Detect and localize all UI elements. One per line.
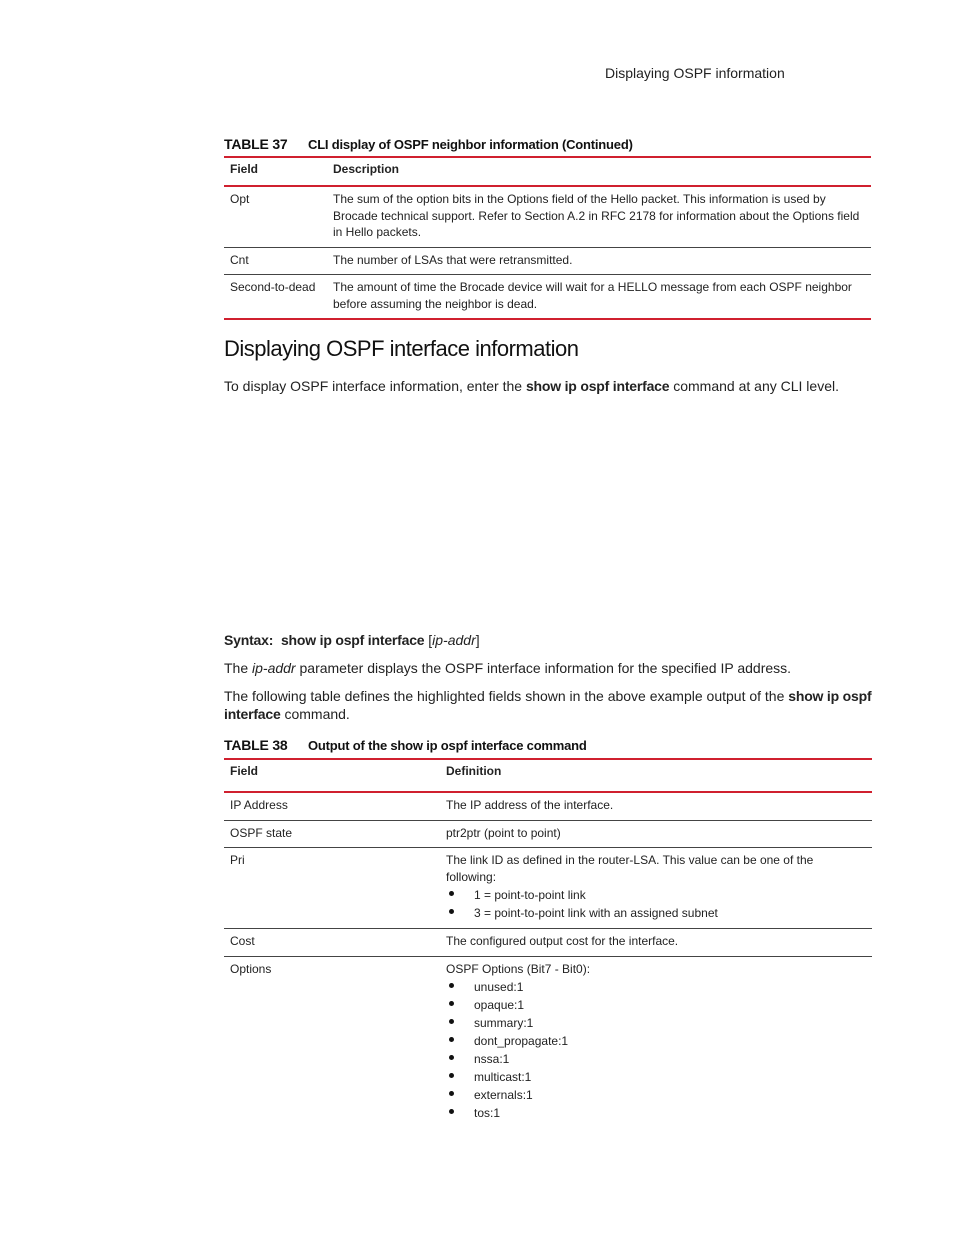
field-cell: Pri [224,848,440,929]
command-text: show ip ospf interface [224,688,872,722]
syntax-line [224,631,872,649]
definition-text: The link ID as defined in the router-LSA. This value can be one of the following: [446,853,814,884]
list-item: tos:1 [446,1104,866,1122]
field-cell: IP Address [224,792,440,820]
column-header: Field [230,162,259,176]
list-item: summary:1 [446,1014,866,1032]
table-row [224,275,871,320]
intro-text: command at any CLI level. [669,378,839,394]
definition-cell: The configured output cost for the interface. [440,929,872,957]
table-row [224,820,872,848]
running-head: Displaying OSPF information [605,65,785,81]
options-bit-list [446,978,866,1122]
column-header: Definition [446,764,502,778]
field-cell: Second-to-dead [224,275,327,320]
list-item: 1 = point-to-point link [446,886,866,904]
list-item: unused:1 [446,978,866,996]
table-row [224,848,872,929]
caption-text: Output of the [308,738,391,753]
table-intro-paragraph [224,687,872,723]
column-header: Description [333,162,400,176]
syntax-command: show ip ospf interface [280,632,425,648]
field-cell: Options [224,956,440,1129]
definition-text: OSPF Options (Bit7 - Bit0): [446,961,591,976]
table-37-caption [224,136,633,152]
table-row [224,956,872,1129]
table-38-number: TABLE 38 [224,737,288,753]
definition-cell: The IP address of the interface. [440,792,872,820]
field-cell: OSPF state [224,820,440,848]
field-cell: Cost [224,929,440,957]
table-row [224,792,872,820]
table-row [224,247,871,275]
section-heading: Displaying OSPF interface information [224,336,579,361]
table-38-title [308,738,587,753]
list-item: externals:1 [446,1086,866,1104]
syntax-argument: ip-addr [432,632,476,648]
field-cell: Opt [224,186,327,247]
syntax-label: Syntax: [224,632,274,648]
list-item: nssa:1 [446,1050,866,1068]
table-37 [224,156,871,320]
intro-text: To display OSPF interface information, enter the [224,378,526,394]
description-cell: The sum of the option bits in the Options field of the Hello packet. This information is used by Brocade technical support. Refer to Section A.2 in RFC 2178 for information about the Options field in Hello packets. [327,186,871,247]
pri-value-list [446,886,866,922]
table-37-title: CLI display of OSPF neighbor information (Continued) [308,137,633,152]
field-cell: Cnt [224,247,327,275]
definition-cell [440,848,872,929]
parameter-paragraph [224,659,872,677]
caption-text: command [523,738,587,753]
syntax-bracket: ] [475,632,480,648]
definition-cell [440,956,872,1129]
table-intro-text: command. [280,706,350,722]
list-item: 3 = point-to-point link with an assigned subnet [446,904,866,922]
table-38 [224,758,872,1129]
column-header: Field [230,764,259,778]
param-text: The [224,660,253,676]
table-header-row [224,759,872,792]
list-item: dont_propagate:1 [446,1032,866,1050]
param-name: ip-addr [252,660,296,676]
param-text: parameter displays the OSPF interface information for the specified IP address. [295,660,792,676]
table-row [224,929,872,957]
table-header-row [224,157,871,186]
table-row [224,186,871,247]
definition-cell: ptr2ptr (point to point) [440,820,872,848]
table-37-number: TABLE 37 [224,136,288,152]
table-intro-text: The following table defines the highlighted fields shown in the above example output of the [224,688,789,704]
list-item: multicast:1 [446,1068,866,1086]
syntax-bracket: [ [424,632,433,648]
caption-command: show ip ospf interface [390,738,524,753]
intro-paragraph [224,377,872,395]
table-38-caption [224,737,587,753]
list-item: opaque:1 [446,996,866,1014]
description-cell: The amount of time the Brocade device will wait for a HELLO message from each OSPF neighbor before assuming the neighbor is dead. [327,275,871,320]
command-text: show ip ospf interface [525,378,670,394]
description-cell: The number of LSAs that were retransmitted. [327,247,871,275]
